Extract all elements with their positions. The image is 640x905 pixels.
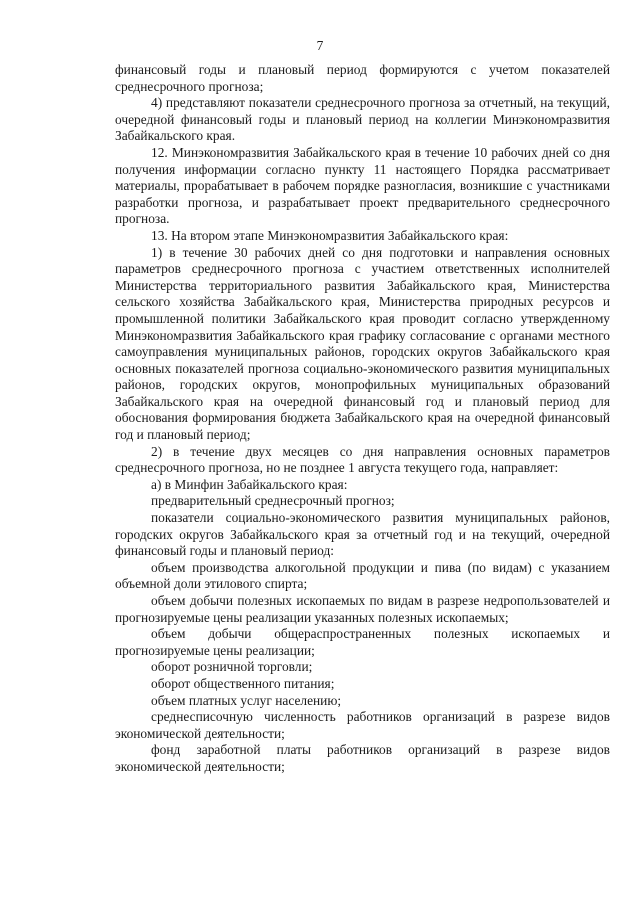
paragraph: среднесписочную численность работников организаций в разрезе видов экономической деятельности; — [115, 709, 610, 741]
paragraph: фонд заработной платы работников организаций в разрезе видов экономической деятельности; — [115, 742, 610, 774]
paragraph: предварительный среднесрочный прогноз; — [151, 493, 395, 509]
paragraph: показатели социально-экономического развития муниципальных районов, городских округов Забайкальского края за отчетный год и на текущий, очередной финансовый годы и плановый период: — [115, 510, 610, 559]
paragraph: объем добычи полезных ископаемых по видам в разрезе недропользователей и прогнозируемые цены реализации указанных полезных ископаемых; — [115, 593, 610, 625]
document-body — [115, 62, 610, 776]
page-number: 7 — [316, 38, 324, 53]
paragraph: объем производства алкогольной продукции и пива (по видам) с указанием объемной доли этилового спирта; — [115, 559, 610, 592]
paragraph: 12. Минэкономразвития Забайкальского края в течение 10 рабочих дней со дня получения информации согласно пункту 11 настоящего Порядка рассматривает материалы, прорабатывает в рабочем порядке разногласия, возникшие с участниками разработки прогноза, и разрабатывает проект предварительного среднесрочного прогноза. — [115, 144, 610, 227]
paragraph: финансовый годы и плановый период формируются с учетом показателей среднесрочного прогноза; — [115, 62, 610, 94]
paragraph: 4) представляют показатели среднесрочного прогноза за отчетный, на текущий, очередной финансовый годы и плановый период на коллегии Минэкономразвития Забайкальского края. — [115, 95, 610, 144]
paragraph: объем платных услуг населению; — [151, 692, 342, 708]
paragraph: 13. На втором этапе Минэкономразвития Забайкальского края: — [151, 227, 509, 243]
paragraph: 2) в течение двух месяцев со дня направления основных параметров среднесрочного прогноза, но не позднее 1 августа текущего года, направляет: — [115, 443, 610, 476]
paragraph: 1) в течение 30 рабочих дней со дня подготовки и направления основных параметров среднесрочного прогноза с участием ответственных исполнителей Министерства территориального развития Забайкальского края, Министерства сельского хозяйства Забайкальского края, Министерства природных ресурсов и промышленной политики Забайкальского края проводит согласно утвержденному Минэкономразвития Забайкальского края графику согласование с органами местного самоуправления муниципальных районов, городских округов Забайкальского края основных показателей прогноза социально-экономического развития муниципальных районов, городских округов, монопрофильных муниципальных образований Забайкальского края на очередной финансовый год и плановый период для обоснования формирования бюджета Забайкальского края на очередной финансовый год и плановый период; — [115, 244, 610, 443]
paragraph: оборот розничной торговли; — [151, 659, 313, 675]
paragraph: объем добычи общераспространенных полезных ископаемых и прогнозируемые цены реализации; — [115, 626, 610, 658]
paragraph: а) в Минфин Забайкальского края: — [151, 476, 348, 492]
paragraph: оборот общественного питания; — [151, 675, 335, 691]
